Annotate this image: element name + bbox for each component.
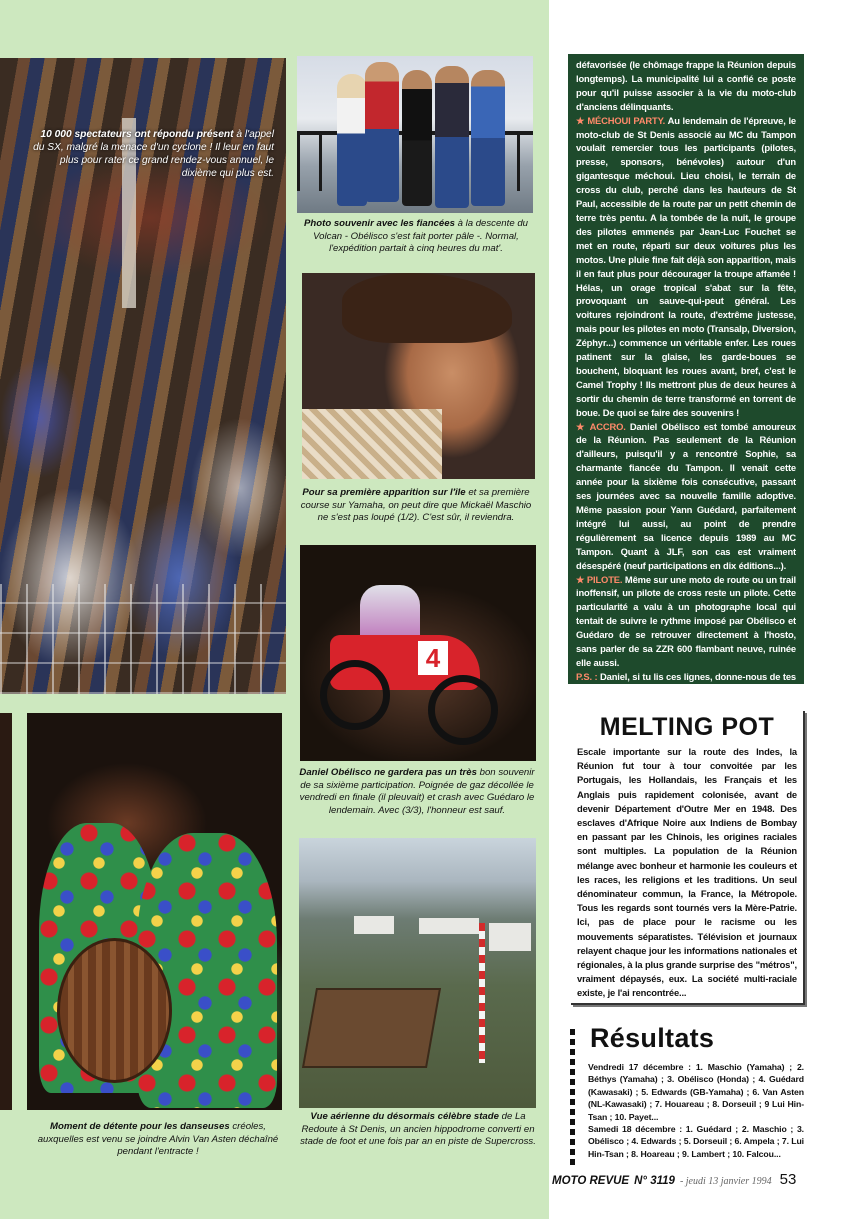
person (435, 66, 469, 208)
issue-number: N° 3119 (634, 1175, 675, 1187)
star-icon: ★ (576, 420, 586, 432)
crowd-caption-bold: 10 000 spectateurs ont répondu présent (40, 129, 234, 140)
results-title: Résultats (590, 1023, 715, 1053)
person (471, 70, 505, 206)
bike-number-plate: 4 (418, 641, 448, 675)
mechoui-label: MÉCHOUI PARTY. (587, 114, 666, 126)
melting-pot-body: Escale importante sur la route des Indes, la Réunion fut tour à tour convoitée par les Portugais, les Hollandais, les Français et les Anglais puis rapidement colonisée, avant de devenir Département d'Outre Mer en 1948. Des esclaves d'Afrique Noire aux Indiens de Bombay en passant par les Chinois, les origines raciales sont multiples. La population de la Réunion mélange avec bonheur et harmonie les couleurs et les races, les religions et les traditions. Un seul dénominateur commun, la France, la Métropole. Tous les regards sont tournés vers la Mère-Patrie. Ici, pas de place pour le racisme ou les mouvements séparatistes. Télévision et journaux relayent chaque jour les informations nationales et régionales, à la plus grande surprise des "métros", vraiment dépaysés, eux. La société multi-raciale existe, je l'ai rencontrée... (577, 746, 797, 999)
star-icon: ★ (576, 114, 585, 126)
front-wheel (428, 675, 498, 745)
crowd-caption (30, 128, 274, 180)
fence (0, 584, 286, 694)
day1-label: Vendredi 17 décembre : (588, 1062, 691, 1072)
stadium-aerial-photo (299, 838, 536, 1108)
magazine-name: MOTO REVUE (552, 1175, 630, 1187)
page-footer (552, 1171, 804, 1191)
scarf (302, 409, 442, 479)
stadium-caption (298, 1111, 538, 1149)
face-caption (298, 487, 534, 525)
face-caption-bold: Pour sa première apparition sur l'île (302, 487, 466, 498)
dancers-photo-edge (0, 713, 12, 1110)
person (365, 62, 399, 202)
bike-caption (298, 767, 536, 817)
dancers-photo (27, 713, 282, 1110)
friends-caption (298, 218, 534, 256)
mechoui-text: Au lendemain de l'épreuve, le moto-club de St Denis associé au MC du Tampon voulait remercier tous les participants (pilotes, presse, sponsors, bénévoles) autour d'un gigantesque méchoui. Lieu choisi, le terrain de cross du club, perché dans les hauteurs de St Paul, accessible de la route par un petit chemin de terre très pentu. A la tombée de la nuit, le groupe des pilotes emmenés par Jean-Luc Fouchet se met en route, réparti sur deux voitures plus les motos. Une pluie fine fait déjà son apparition, mais il en faut plus pour décourager la troupe affamée ! Hélas, un orage tropical s'abat sur la fête, provoquant un sauve-qui-peut général. Les voitures rejoindront la route, d'extrême justesse, mais pour les pilotes en moto (Transalp, Diversion, Zéphyr...) commence un véritable enfer. Les roues patinent sur la glaise, les garde-boues se bouchent, bloquant les roues avant, bref, c'est le Camel Trophy ! Ils mettront plus de deux heures à sortir du chemin de terre transformé en torrent de boue. De quoi se faire des souvenirs ! (576, 114, 796, 418)
day2-results: 1. Guédard ; 2. Maschio ; 3. Obélisco ; 4. Edwards ; 5. Dorseuil ; 6. Ampela ; 7. Lui Hin-Tsan ; 8. Hoareau ; 9. Lambert ; 10. Falcou... (588, 1124, 804, 1159)
friends-photo (297, 56, 533, 213)
person (402, 70, 432, 206)
dashed-rule (570, 1029, 575, 1165)
ps-label: P.S. : (576, 670, 598, 682)
results-body (588, 1061, 804, 1160)
crowd-photo (0, 58, 286, 694)
stadium-caption-text: de La Redoute à St Denis, un ancien hippodrome converti en stade de foot et une fois par an en piste de Supercross. (300, 1111, 536, 1147)
issue-date: - jeudi 13 janvier 1994 (679, 1176, 772, 1187)
stadium-caption-bold: Vue aérienne du désormais célèbre stade (310, 1111, 499, 1122)
stadium-track (302, 988, 441, 1068)
day2-label: Samedi 18 décembre : (588, 1124, 683, 1135)
friends-caption-bold: Photo souvenir avec les fiancées (304, 218, 455, 229)
crowd-caption-text: à l'appel du SX, malgré la menace d'un cyclone ! Il leur en faut plus pour rater ce grand rendez-vous annuel, le dixième qui plus est. (33, 129, 274, 179)
dancers-caption-text: créoles, auxquelles est venu se joindre Alvin Van Asten déchaîné pendant l'entracte ! (37, 1121, 279, 1157)
drum (57, 938, 172, 1083)
accro-text: Daniel Obélisco est tombé amoureux de la Réunion. Pas seulement de la Réunion d'ailleurs, puisqu'il y a rencontré Sophie, sa charmante fiancée du Tampon. Il venait cette année pour la sixième fois consécutive, passant ses journées avec sa nouvelle famille adoptive. Même passion pour Yann Guédard, parfaitement intégré lui aussi, au point de prendre régulièrement sa licence depuis 1989 au MC Tampon. Quant à JLF, son cas est vraiment désespéré (neuf participations en dix éditions...). (576, 420, 796, 571)
melting-pot-box (571, 711, 805, 1005)
bike-caption-bold: Daniel Obélisco ne gardera pas un très (299, 767, 477, 778)
pilote-text: Même sur une moto de route ou un trail inoffensif, un pilote de cross reste un pilote. Cette particularité a valu à un photographe local qui tentait de suivre le rythme imposé par Obélisco et Guédaro de se retrouver directement à l'hosto, sans parler de sa ZZR 600 flambant neuve, ruinée elle aussi. (576, 573, 797, 668)
day1-results: 1. Maschio (Yamaha) ; 2. Béthys (Yamaha) ; 3. Obélisco (Honda) ; 4. Guédard (Kawasaki) ; 5. Edwards (GB-Yamaha) ; 6. Van Asten (NL-Kawasaki) ; 7. Houareau ; 8. Dorseuil ; 9 Lui Hin-Tsan ; 10. Payet... (588, 1062, 804, 1122)
building (419, 918, 479, 934)
building (489, 923, 531, 951)
face-caption-text: et sa première course sur Yamaha, on peut dire que Mickaël Maschio ne s'est pas loupé (1/2). C'est sûr, il reviendra. (300, 487, 532, 523)
maschio-portrait-photo (302, 273, 535, 479)
accro-label: ACCRO. (589, 420, 626, 432)
friends-caption-text: à la descente du Volcan - Obélisco s'est fait porter pâle -. Normal, l'expédition partait à cinq heures du mat'. (313, 218, 528, 254)
rear-wheel (320, 660, 390, 730)
dancers-caption (30, 1121, 286, 1159)
page-number: 53 (779, 1171, 797, 1188)
results-section (570, 1023, 806, 1165)
person (337, 74, 367, 206)
ps-text: Daniel, si tu lis ces lignes, donne-nous de tes nouvelles, ça nous rassurera. (576, 670, 796, 696)
anecdotes-text (576, 58, 796, 698)
motocross-photo (300, 545, 536, 761)
bike-caption-text: bon souvenir de sa sixième participation. Poignée de gaz décollée le vendredi en finale (il pleuvait) et crash avec Guédaro le lendemain. Avec (3/3), l'honneur est sauf. (299, 767, 535, 816)
pilote-label: PILOTE. (586, 573, 623, 585)
building (354, 916, 394, 934)
hair (342, 273, 512, 343)
melting-pot-title: MELTING POT (599, 713, 775, 741)
intro-text: défavorisée (le chômage frappe la Réunion depuis longtemps). La municipalité lui a confié ce poste pour qu'il puisse associer à la vie du moto-club d'anciens délinquants. (576, 59, 796, 112)
star-icon: ★ (576, 573, 585, 585)
chimney (479, 923, 485, 1063)
dancers-caption-bold: Moment de détente pour les danseuses (50, 1121, 230, 1132)
anecdotes-box (568, 54, 804, 696)
